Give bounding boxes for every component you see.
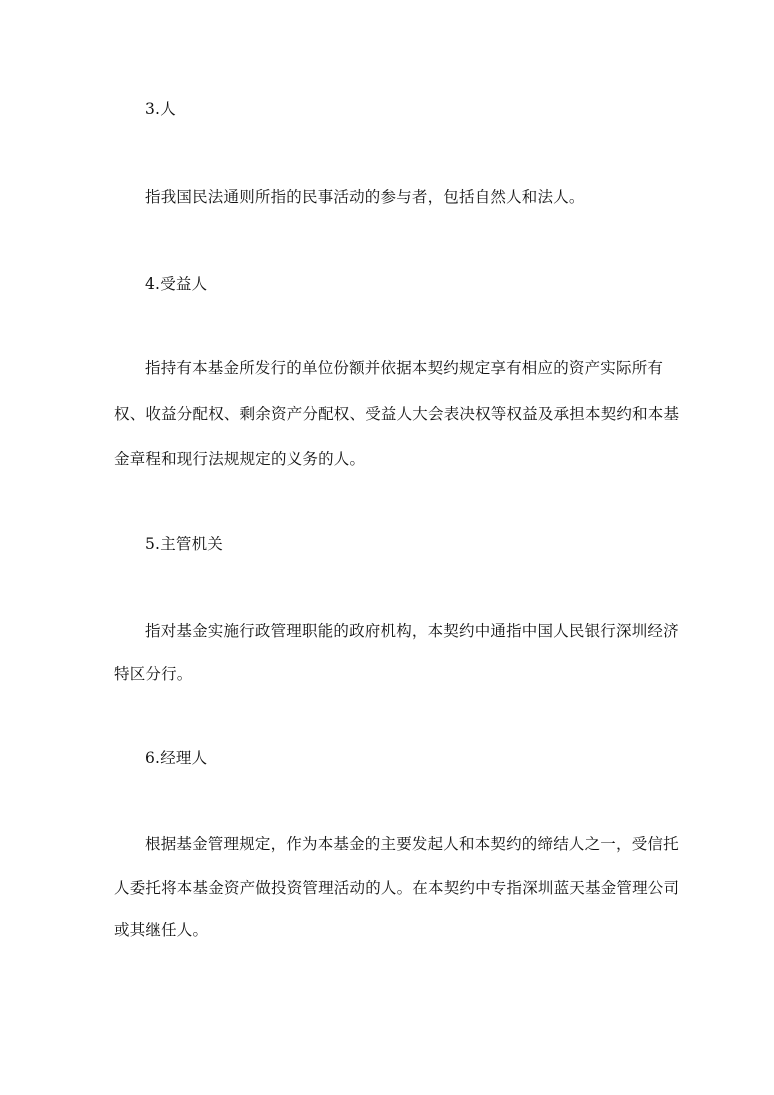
section-heading-4: 4.受益人 (145, 275, 208, 293)
section-heading-3: 3.人 (145, 100, 176, 118)
section-6-paragraph-line-2: 人委托将本基金资产做投资管理活动的人。在本契约中专指深圳蓝天基金管理公司 (114, 879, 680, 897)
section-6-paragraph-line-3: 或其继任人。 (114, 921, 209, 939)
section-3-paragraph-line-1: 指我国民法通则所指的民事活动的参与者，包括自然人和法人。 (145, 188, 585, 206)
section-4-paragraph-line-2: 权、收益分配权、剩余资产分配权、受益人大会表决权等权益及承担本契约和本基 (114, 405, 680, 423)
section-heading-5: 5.主管机关 (145, 535, 223, 553)
section-4-paragraph-line-3: 金章程和现行法规规定的义务的人。 (114, 450, 366, 468)
section-6-paragraph-line-1: 根据基金管理规定，作为本基金的主要发起人和本契约的缔结人之一，受信托 (145, 835, 679, 853)
section-5-paragraph-line-2: 特区分行。 (114, 665, 193, 683)
section-heading-6: 6.经理人 (145, 749, 208, 767)
section-4-paragraph-line-1: 指持有本基金所发行的单位份额并依据本契约规定享有相应的资产实际所有 (145, 359, 664, 377)
section-5-paragraph-line-1: 指对基金实施行政管理职能的政府机构，本契约中通指中国人民银行深圳经济 (145, 622, 679, 640)
